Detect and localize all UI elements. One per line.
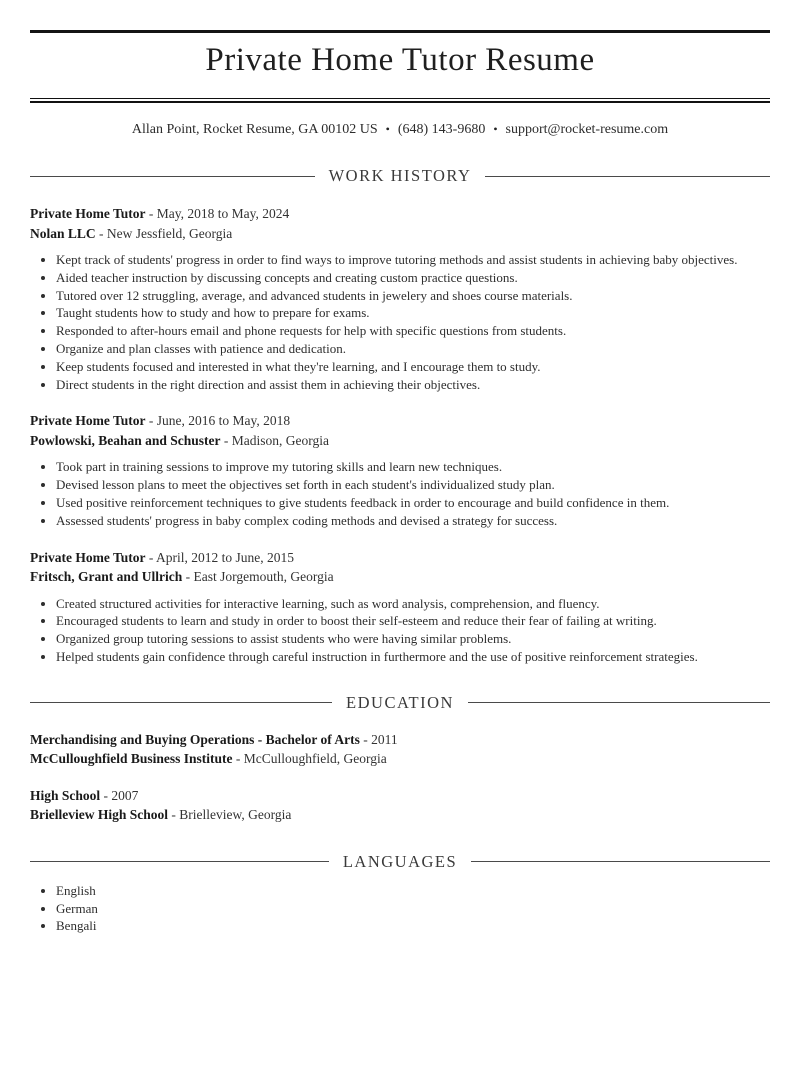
job-bullet: • Tutored over 12 struggling, average, and advanced students in jewelery and shoes course materials. bbox=[56, 287, 770, 305]
title-underline-rule bbox=[30, 98, 770, 103]
job-bullet: • Devised lesson plans to meet the objectives set forth in each student's individualized study plan. bbox=[56, 476, 770, 494]
job-bullet-list bbox=[30, 251, 770, 393]
job-company-line bbox=[30, 431, 770, 451]
language-item: • Bengali bbox=[56, 917, 770, 935]
job-bullet: • Took part in training sessions to improve my tutoring skills and learn new techniques. bbox=[56, 458, 770, 476]
job-bullet: • Responded to after-hours email and phone requests for help with specific questions from students. bbox=[56, 322, 770, 340]
job-company: Fritsch, Grant and Ullrich bbox=[30, 569, 183, 585]
language-item: • German bbox=[56, 900, 770, 918]
job-bullet-list bbox=[30, 595, 770, 666]
education-school: Brielleview High School bbox=[30, 807, 168, 823]
job-dates: - May, 2018 to May, 2024 bbox=[145, 206, 290, 221]
contact-separator-dot: • bbox=[385, 122, 390, 136]
job-bullet: • Direct students in the right direction and assist them in achieving their objectives. bbox=[56, 376, 770, 394]
education-school: McCulloughfield Business Institute bbox=[30, 751, 233, 767]
job-title: Private Home Tutor bbox=[30, 206, 146, 221]
job-title-line bbox=[30, 204, 770, 224]
education-location: - Brielleview, Georgia bbox=[168, 807, 292, 823]
contact-separator-dot: • bbox=[493, 122, 498, 136]
job-entry bbox=[30, 548, 770, 666]
job-dates: - April, 2012 to June, 2015 bbox=[145, 549, 294, 565]
job-location: - East Jorgemouth, Georgia bbox=[182, 569, 334, 585]
language-item: • English bbox=[56, 882, 770, 900]
job-bullet: • Taught students how to study and how to prepare for exams. bbox=[56, 304, 770, 322]
job-entry bbox=[30, 411, 770, 529]
job-bullet: • Organized group tutoring sessions to assist students who were having similar problems. bbox=[56, 630, 770, 648]
job-bullet: • Helped students gain confidence through careful instruction in furthermore and the use of positive reinforcement strategies. bbox=[56, 648, 770, 666]
job-dates: - June, 2016 to May, 2018 bbox=[145, 413, 291, 429]
job-bullet: • Created structured activities for interactive learning, such as word analysis, comprehension, and fluency. bbox=[56, 595, 770, 613]
job-location: - Madison, Georgia bbox=[220, 432, 330, 448]
education-entry bbox=[30, 730, 770, 769]
section-header-languages bbox=[30, 852, 770, 872]
education-degree-line bbox=[30, 786, 770, 806]
section-rule-right bbox=[471, 861, 770, 862]
job-company-line bbox=[30, 224, 770, 244]
job-bullet: • Assessed students' progress in baby complex coding methods and devised a strategy for success. bbox=[56, 512, 770, 530]
education-year: - 2007 bbox=[100, 787, 139, 803]
top-rule bbox=[30, 30, 770, 33]
job-bullet: • Used positive reinforcement techniques to give students feedback in order to encourage and build confidence in them. bbox=[56, 494, 770, 512]
job-bullet: • Organize and plan classes with patience and dedication. bbox=[56, 340, 770, 358]
job-company-line bbox=[30, 567, 770, 587]
section-rule-left bbox=[30, 176, 315, 177]
contact-phone: (648) 143-9680 bbox=[397, 122, 486, 137]
job-bullet: • Encouraged students to learn and study in order to boost their self-esteem and reduce their fear of failing at writing. bbox=[56, 612, 770, 630]
job-location: - New Jessfield, Georgia bbox=[95, 225, 233, 241]
section-rule-right bbox=[485, 176, 770, 177]
contact-address: Allan Point, Rocket Resume, GA 00102 US bbox=[131, 122, 378, 137]
education-degree-line bbox=[30, 730, 770, 750]
section-header-education bbox=[30, 693, 770, 713]
education-entry bbox=[30, 786, 770, 825]
contact-line bbox=[30, 120, 770, 139]
job-title-line bbox=[30, 548, 770, 568]
section-rule-left bbox=[30, 861, 329, 862]
resume-page bbox=[0, 30, 800, 935]
job-company: Powlowski, Beahan and Schuster bbox=[30, 432, 221, 448]
job-bullet: • Kept track of students' progress in order to find ways to improve tutoring methods and assist students in achieving baby objectives. bbox=[56, 251, 770, 269]
section-header-work-history bbox=[30, 166, 770, 186]
section-rule-left bbox=[30, 702, 332, 703]
job-entry bbox=[30, 204, 770, 393]
page-title: Private Home Tutor Resume bbox=[205, 42, 595, 78]
education-location: - McCulloughfield, Georgia bbox=[232, 751, 387, 767]
section-title: WORK HISTORY bbox=[328, 166, 472, 185]
contact-email: support@rocket-resume.com bbox=[505, 122, 669, 137]
section-rule-right bbox=[468, 702, 770, 703]
job-title-line bbox=[30, 411, 770, 431]
education-school-line bbox=[30, 749, 770, 769]
job-bullet-list bbox=[30, 458, 770, 529]
section-title: LANGUAGES bbox=[342, 851, 458, 871]
section-title: EDUCATION bbox=[346, 692, 454, 712]
job-bullet: • Aided teacher instruction by discussing concepts and creating custom practice questions. bbox=[56, 269, 770, 287]
education-degree: High School bbox=[30, 787, 101, 803]
job-title: Private Home Tutor bbox=[30, 549, 146, 565]
job-company: Nolan LLC bbox=[30, 225, 96, 241]
job-title: Private Home Tutor bbox=[30, 413, 146, 429]
education-degree: Merchandising and Buying Operations - Bachelor of Arts bbox=[30, 731, 360, 747]
languages-list bbox=[30, 882, 770, 935]
languages-list-wrap bbox=[30, 882, 770, 935]
job-bullet: • Keep students focused and interested in what they're learning, and I encourage them to study. bbox=[56, 358, 770, 376]
education-year: - 2011 bbox=[359, 731, 398, 747]
education-school-line bbox=[30, 805, 770, 825]
